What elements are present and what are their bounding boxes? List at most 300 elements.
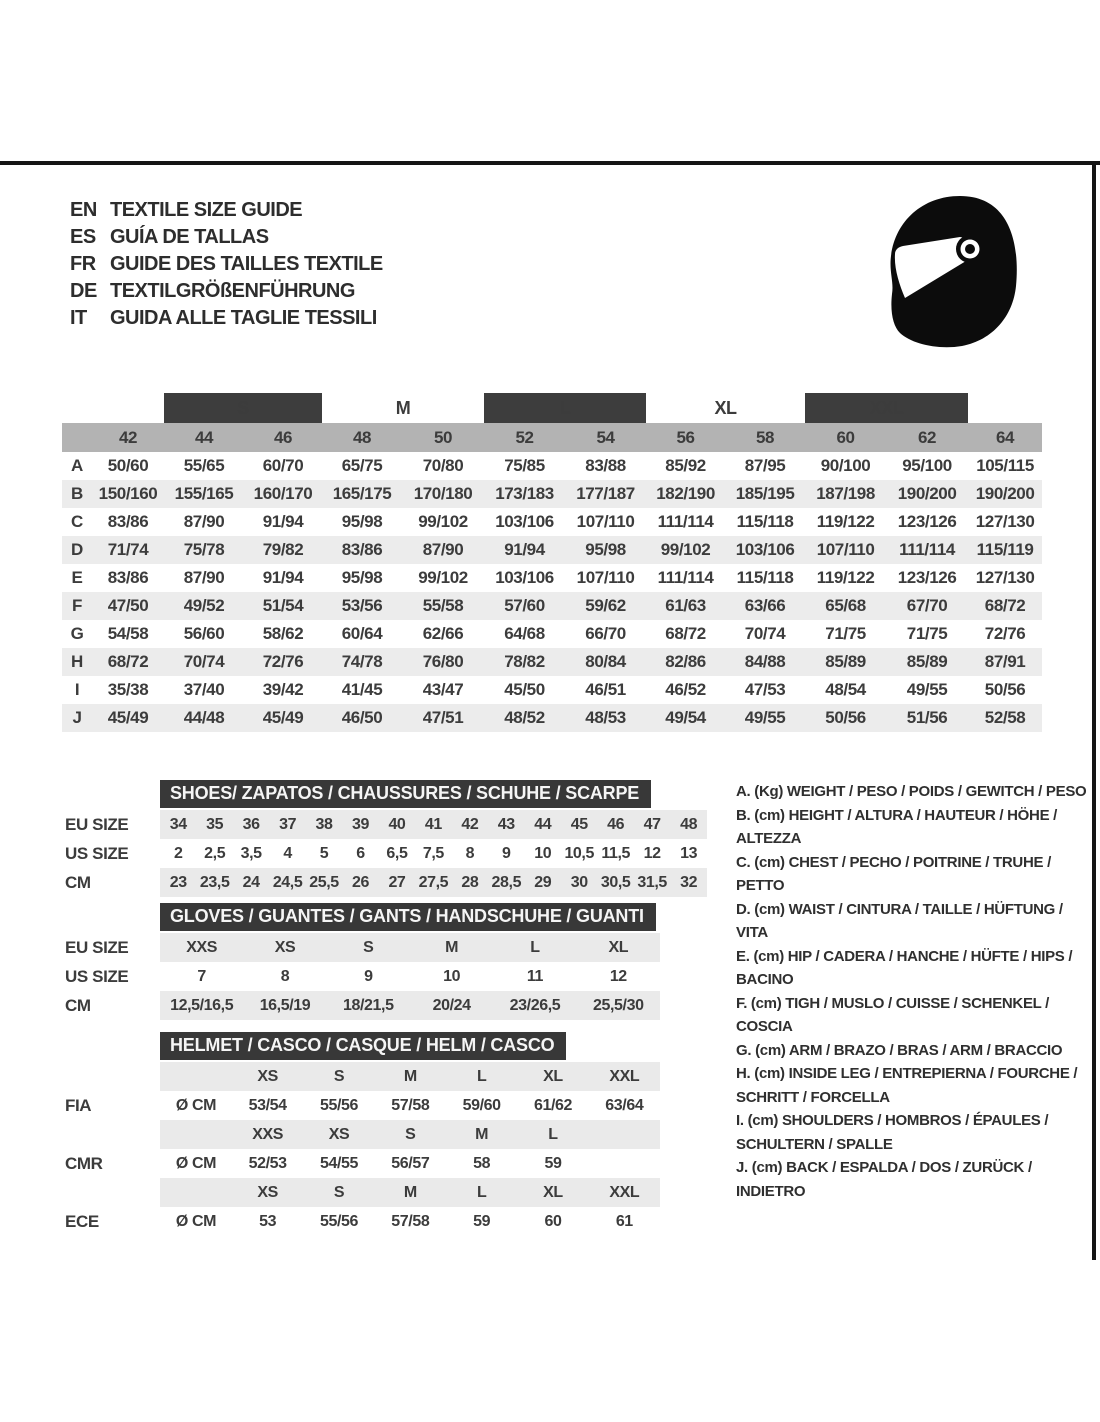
language-title: TEXTILE SIZE GUIDE [110,199,303,221]
helmet-size-label-cell: M [446,1120,517,1149]
numeric-size-cell: 62 [886,423,968,452]
shoes-size-cell: 10,5 [564,844,594,862]
size-value-cell: 190/200 [968,480,1042,508]
size-value-cell: 80/84 [565,648,646,676]
shoes-size-cell: 7,5 [422,844,444,862]
shoes-size-cell: 31,5 [634,868,670,897]
helmet-value-cell: 53/54 [248,1096,287,1114]
shoes-row-label: CM [65,872,91,892]
size-value-cell: 160/170 [244,480,322,508]
helmet-standard-label: CMR [65,1153,103,1173]
size-value-cell: 127/130 [975,568,1035,587]
size-value-cell: 76/80 [402,648,484,676]
size-value-cell: 45/50 [504,680,545,699]
helmet-unit-spacer [160,1120,232,1149]
helmet-title-spacer [62,1030,160,1062]
language-code: DE [70,280,97,302]
size-value-cell: 103/106 [495,568,554,587]
size-value-cell: 87/95 [744,456,786,475]
gloves-row [62,991,660,1020]
language-row [70,305,383,332]
size-value-cell: 83/86 [322,536,402,564]
shoes-size-cell: 6,5 [386,844,408,862]
size-value-cell: 60/70 [262,456,304,475]
size-value-cell: 58/62 [262,624,304,643]
shoes-title-bar: SHOES/ ZAPATOS / CHAUSSURES / SCHUHE / SCARPE [160,780,651,808]
size-value-cell: 95/98 [341,568,383,587]
size-value-cell: 56/60 [183,624,225,643]
helmet-size-label-cell: M [375,1062,446,1091]
size-value-cell: 68/72 [665,624,706,643]
measure-row-F [62,592,1042,620]
size-value-cell: 107/110 [576,568,635,587]
gloves-size-cell: 18/21,5 [327,991,410,1020]
helmet-sizes-row-CMR [62,1120,660,1149]
gloves-row [62,933,660,962]
helmet-value-cell: 56/57 [391,1154,430,1172]
size-value-cell: 187/198 [805,480,886,508]
size-value-cell: 99/102 [646,536,725,564]
gloves-size-cell: 25,5/30 [577,991,660,1020]
gloves-size-cell: L [493,933,576,962]
size-value-cell: 70/80 [422,456,464,475]
numeric-size-row [62,423,1042,452]
size-value-cell: 48/52 [484,704,565,732]
measure-row-J [62,704,1042,732]
size-value-cell: 55/58 [402,592,484,620]
gloves-size-cell: 16,5/19 [243,991,326,1020]
language-title: GUÍA DE TALLAS [110,226,269,248]
helmet-unit-spacer [160,1062,232,1091]
helmet-value-cell: 59 [473,1212,491,1230]
size-value-cell: 72/76 [244,648,322,676]
shoes-size-cell: 28,5 [488,868,524,897]
size-value-cell: 111/114 [886,536,968,564]
size-value-cell: 72/76 [984,624,1026,643]
legend-item: E. (cm) HIP / CADERA / HANCHE / HÜFTE / HIPS / BACINO [736,947,1073,988]
gloves-row-label: US SIZE [65,966,129,986]
helmet-size-label-cell: M [375,1178,446,1207]
size-value-cell: 35/38 [107,680,149,699]
helmet-value-cell: 55/56 [319,1096,359,1114]
helmet-value-cell: 61/62 [533,1096,572,1114]
size-value-cell: 37/40 [183,680,225,699]
helmet-value-cell: 57/58 [391,1212,430,1230]
size-value-cell: 95/98 [341,512,383,531]
legend-item: I. (cm) SHOULDERS / HOMBROS / ÉPAULES / SCHULTERN / SPALLE [736,1112,1049,1153]
size-value-cell: 50/56 [984,680,1026,699]
size-group-spacer [968,393,1042,423]
helmet-size-label-cell: XXS [232,1120,303,1149]
measure-row-C [62,508,1042,536]
size-value-cell: 115/118 [736,512,794,531]
numeric-size-cell: 44 [164,423,244,452]
size-value-cell: 190/200 [886,480,968,508]
shoes-size-cell: 43 [488,810,524,839]
shoes-size-cell: 24,5 [269,868,305,897]
size-value-cell: 49/54 [646,704,725,732]
numeric-size-cell: 46 [244,423,322,452]
size-value-cell: 82/86 [646,648,725,676]
right-border-line [1092,161,1096,1260]
legend-item: C. (cm) CHEST / PECHO / POITRINE / TRUHE / PETTO [736,853,1051,894]
measure-row-I [62,676,1042,704]
shoes-size-cell: 2,5 [204,844,226,862]
gloves-size-cell: 9 [364,967,373,985]
size-value-cell: 119/122 [816,512,875,531]
size-value-cell: 91/94 [262,512,304,531]
shoes-size-cell: 11,5 [601,844,630,862]
size-value-cell: 87/91 [968,648,1042,676]
size-value-cell: 87/90 [402,536,484,564]
helmet-sizes-label-spacer [62,1120,160,1149]
size-value-cell: 66/70 [585,624,626,643]
shoes-size-cell: 9 [502,844,511,862]
gloves-size-cell: S [327,933,410,962]
size-value-cell: 85/92 [665,456,706,475]
gloves-size-cell: 20/24 [410,991,493,1020]
shoes-size-cell: 45 [561,810,597,839]
language-code: IT [70,307,87,329]
shoes-size-cell: 48 [670,810,707,839]
top-border-line [0,161,1100,165]
size-value-cell: 39/42 [262,680,304,699]
size-value-cell: 103/106 [495,512,554,531]
helmet-sizes-row-ECE [62,1178,660,1207]
shoes-row-label: US SIZE [65,843,129,863]
size-value-cell: 150/160 [92,480,164,508]
numeric-size-cell: 60 [805,423,886,452]
helmet-values-row-CMR [62,1149,660,1178]
measure-row-G [62,620,1042,648]
size-group-L: L [484,393,646,423]
shoes-size-cell: 6 [356,844,365,862]
shoes-size-cell: 42 [452,810,488,839]
gloves-row-label: EU SIZE [65,937,129,957]
size-value-cell: 49/52 [164,592,244,620]
size-value-cell: 46/51 [585,680,626,699]
size-value-cell: 170/180 [402,480,484,508]
size-value-cell: 63/66 [725,592,805,620]
helmet-title-bar: HELMET / CASCO / CASQUE / HELM / CASCO [160,1032,566,1060]
helmet-value-cell [589,1149,660,1178]
size-value-cell: 50/56 [805,704,886,732]
gloves-size-cell: 11 [526,967,544,985]
helmet-size-label-cell: XL [517,1062,588,1091]
helmet-value-cell: 53 [259,1212,277,1230]
size-value-cell: 123/126 [897,568,957,587]
size-group-XL: XL [714,397,737,418]
helmet-size-label-cell: L [446,1062,517,1091]
helmet-unit-cell: Ø CM [175,1212,217,1230]
size-value-cell: 84/88 [725,648,805,676]
language-code: EN [70,199,97,221]
size-value-cell: 165/175 [322,480,402,508]
legend-item: H. (cm) INSIDE LEG / ENTREPIERNA / FOURCHE / SCHRITT / FORCELLA [736,1065,1078,1106]
helmet-sizes-label-spacer [62,1178,160,1207]
measure-row-E [62,564,1042,592]
size-value-cell: 55/65 [183,456,225,475]
size-value-cell: 95/100 [902,456,952,475]
size-value-cell: 87/90 [183,568,225,587]
size-value-cell: 65/68 [805,592,886,620]
helmet-value-cell: 61 [615,1212,633,1230]
shoes-row-label: EU SIZE [65,814,129,834]
size-value-cell: 49/55 [725,704,805,732]
helmet-values-row-FIA [62,1091,660,1120]
shoes-size-cell: 8 [465,844,475,862]
size-value-cell: 99/102 [418,568,468,587]
size-value-cell: 51/54 [244,592,322,620]
language-row [70,197,383,224]
helmet-size-label-cell [589,1120,660,1149]
corner-cell [62,393,92,423]
shoes-size-cell: 40 [379,810,415,839]
size-value-cell: 83/86 [107,512,149,531]
row-letter: I [74,680,80,699]
size-value-cell: 85/89 [805,648,886,676]
measure-row-A [62,452,1042,480]
row-letter: G [70,624,84,643]
size-value-cell: 115/118 [736,568,794,587]
size-value-cell: 65/75 [341,456,383,475]
numeric-size-cell: 54 [565,423,646,452]
size-group-M: M [395,397,411,418]
helmet-size-label-cell: L [446,1178,517,1207]
shoes-size-cell: 23,5 [196,868,232,897]
helmet-size-label-cell: L [517,1120,588,1149]
language-title: GUIDA ALLE TAGLIE TESSILI [110,307,377,329]
legend-item: B. (cm) HEIGHT / ALTURA / HAUTEUR / HÖHE / ALTEZZA [736,806,1058,847]
gloves-row [62,962,660,991]
shoes-size-cell: 4 [283,844,292,862]
size-value-cell: 68/72 [968,592,1042,620]
size-value-cell: 71/75 [825,624,866,643]
shoes-size-cell: 26 [342,868,378,897]
shoes-size-cell: 34 [160,810,196,839]
size-value-cell: 47/50 [92,592,164,620]
size-value-cell: 43/47 [422,680,464,699]
language-row [70,278,383,305]
shoes-size-cell: 39 [342,810,378,839]
size-value-cell: 45/49 [244,704,322,732]
size-value-cell: 46/52 [665,680,706,699]
size-value-cell: 62/66 [422,624,464,643]
language-code: ES [70,226,96,248]
size-value-cell: 75/78 [164,536,244,564]
racing-helmet-icon [880,192,1030,350]
numeric-size-cell: 50 [402,423,484,452]
helmet-values-row-ECE [62,1207,660,1236]
gloves-size-cell: XXS [160,933,243,962]
helmet-size-label-cell: S [375,1120,446,1149]
row-letter: J [62,704,92,732]
numeric-size-cell: 52 [484,423,565,452]
gloves-size-cell: 10 [443,967,461,985]
size-value-cell: 83/88 [585,456,626,475]
size-value-cell: 53/56 [322,592,402,620]
helmet-unit-spacer [160,1178,232,1207]
shoes-size-cell: 29 [525,868,561,897]
shoes-size-cell: 41 [415,810,451,839]
helmet-value-cell: 54/55 [319,1154,359,1172]
helmet-value-cell: 60 [544,1212,562,1230]
textile-size-table [62,393,1042,732]
helmet-size-label-cell: XS [303,1120,374,1149]
size-value-cell: 103/106 [725,536,805,564]
size-value-cell: 52/58 [968,704,1042,732]
size-value-cell: 50/60 [107,456,149,475]
size-value-cell: 49/55 [906,680,948,699]
size-value-cell: 91/94 [262,568,304,587]
shoes-size-cell: 3,5 [240,844,262,862]
shoes-size-cell: 36 [233,810,269,839]
size-value-cell: 57/60 [484,592,565,620]
size-value-cell: 51/56 [886,704,968,732]
shoes-size-cell: 30,5 [597,868,633,897]
size-value-cell: 78/82 [484,648,565,676]
legend-item: A. (Kg) WEIGHT / PESO / POIDS / GEWITCH / PESO [736,783,1087,800]
gloves-size-cell: 12 [609,967,627,985]
numeric-size-cell: 64 [968,423,1042,452]
shoes-title-spacer [62,778,160,810]
helmet-size-label-cell: XXL [589,1178,660,1207]
size-value-cell: 91/94 [484,536,565,564]
shoes-size-cell: 24 [233,868,269,897]
helmet-standard-label: ECE [65,1211,99,1231]
shoes-size-cell: 13 [680,844,698,862]
helmet-size-table [62,1030,660,1236]
gloves-title-row [62,901,660,933]
gloves-size-cell: 12,5/16,5 [160,991,243,1020]
row-letter: H [62,648,92,676]
size-value-cell: 44/48 [164,704,244,732]
row-letter: F [62,592,92,620]
shoes-size-cell: 12 [643,844,661,862]
gloves-size-cell: 7 [197,967,206,985]
gloves-size-cell: 8 [280,967,290,985]
size-value-cell: 67/70 [886,592,968,620]
gloves-title-spacer [62,901,160,933]
shoes-title-row [62,778,707,810]
size-value-cell: 75/85 [504,456,545,475]
size-value-cell: 182/190 [646,480,725,508]
helmet-value-cell: 58 [473,1154,491,1172]
helmet-standard-label: FIA [65,1095,92,1115]
size-value-cell: 90/100 [820,456,871,475]
helmet-size-label-cell: XXL [589,1062,660,1091]
helmet-value-cell: 57/58 [391,1096,430,1114]
size-value-cell: 59/62 [565,592,646,620]
size-value-cell: 105/115 [976,456,1034,475]
size-value-cell: 115/119 [968,536,1042,564]
shoes-row [62,868,707,897]
shoes-row [62,810,707,839]
shoes-row [62,839,707,868]
size-value-cell: 155/165 [164,480,244,508]
shoes-size-cell: 2 [173,844,183,862]
size-value-cell: 70/74 [744,624,786,643]
numeric-size-cell: 48 [322,423,402,452]
language-row [70,251,383,278]
gloves-size-cell: M [410,933,493,962]
helmet-value-cell: 52/53 [248,1154,287,1172]
size-value-cell: 64/68 [504,624,545,643]
helmet-sizes-label-spacer [62,1062,160,1091]
helmet-size-label-cell: XS [232,1062,303,1091]
gloves-size-table [62,901,660,1020]
shoes-size-cell: 28 [452,868,488,897]
helmet-unit-cell: Ø CM [175,1154,217,1172]
legend-item: F. (cm) TIGH / MUSLO / CUISSE / SCHENKEL / COSCIA [736,994,1049,1035]
size-value-cell: 71/74 [92,536,164,564]
size-value-cell: 107/110 [805,536,886,564]
helmet-unit-cell: Ø CM [175,1096,217,1114]
size-value-cell: 83/86 [107,568,149,587]
language-code: FR [70,253,96,275]
measure-row-D [62,536,1042,564]
legend-item: D. (cm) WAIST / CINTURA / TAILLE / HÜFTUNG / VITA [736,900,1063,941]
size-value-cell: 173/183 [484,480,565,508]
helmet-title-cell [160,1030,660,1062]
numeric-size-cell: 42 [92,423,164,452]
shoes-size-cell: 38 [306,810,342,839]
shoes-size-cell: 10 [534,844,552,862]
shoes-size-cell: 32 [670,868,707,897]
shoes-title-cell [160,778,707,810]
measure-row-B [62,480,1042,508]
size-value-cell: 70/74 [164,648,244,676]
shoes-size-cell: 25,5 [306,868,342,897]
language-row [70,224,383,251]
size-value-cell: 107/110 [576,512,635,531]
legend-item: J. (cm) BACK / ESPALDA / DOS / ZURÜCK / INDIETRO [736,1159,1032,1200]
size-value-cell: 54/58 [107,624,149,643]
numeric-size-cell: 58 [725,423,805,452]
helmet-value-cell: 55/56 [319,1212,359,1230]
language-title: TEXTILGRÖßENFÜHRUNG [110,280,355,302]
size-value-cell: 185/195 [725,480,805,508]
row-letter: B [62,480,92,508]
shoes-size-cell: 37 [269,810,305,839]
size-value-cell: 127/130 [975,512,1035,531]
size-value-cell: 47/51 [402,704,484,732]
gloves-title-cell [160,901,660,933]
gloves-size-cell: 23/26,5 [493,991,576,1020]
helmet-value-cell: 59/60 [462,1096,501,1114]
helmet-size-label-cell: S [303,1178,374,1207]
row-letter: C [71,512,83,531]
size-value-cell: 87/90 [183,512,225,531]
size-value-cell: 95/98 [565,536,646,564]
size-value-cell: 74/78 [322,648,402,676]
size-value-cell: 71/75 [906,624,948,643]
size-group-spacer [92,393,164,423]
shoes-size-table [62,778,707,897]
size-group-XXL: XXL [805,393,968,423]
numeric-size-cell: 56 [646,423,725,452]
size-value-cell: 99/102 [418,512,468,531]
size-value-cell: 111/114 [657,568,714,587]
helmet-value-cell: 59 [544,1154,562,1172]
size-value-cell: 111/114 [657,512,714,531]
helmet-sizes-row-FIA [62,1062,660,1091]
size-value-cell: 85/89 [886,648,968,676]
helmet-size-label-cell: S [303,1062,374,1091]
shoes-size-cell: 27,5 [415,868,451,897]
helmet-title-row [62,1030,660,1062]
row-letter: E [71,568,83,587]
